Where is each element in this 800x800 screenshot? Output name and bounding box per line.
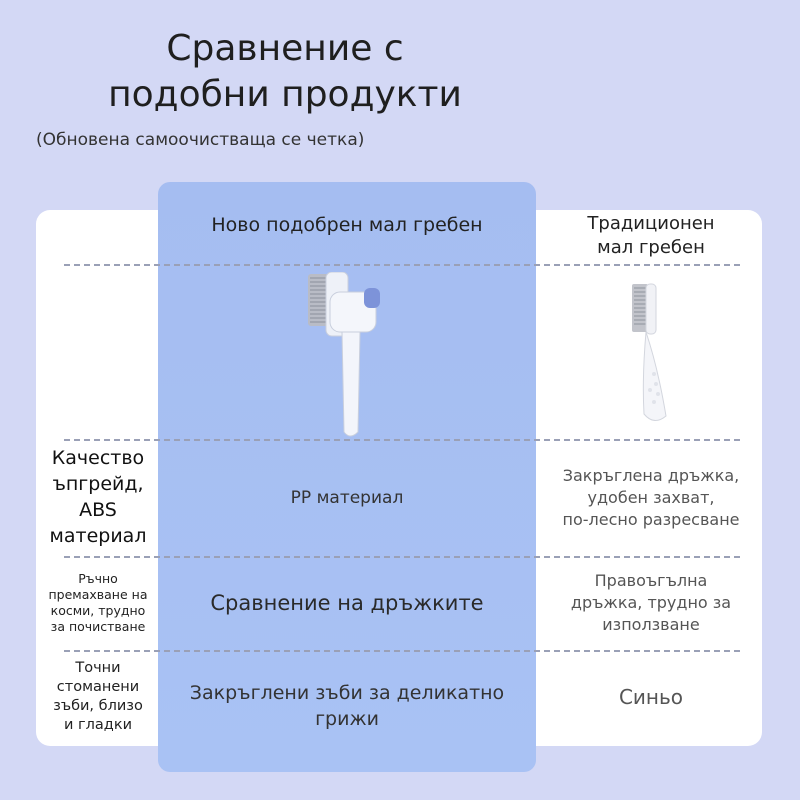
row3-new-value bbox=[158, 660, 536, 752]
row1-new-value: PP материал bbox=[290, 488, 404, 508]
row1-label bbox=[36, 440, 160, 554]
traditional-product-image bbox=[610, 278, 690, 428]
row2-label-line: Ръчно bbox=[78, 571, 118, 586]
row1-traditional-line: удобен захват, bbox=[587, 488, 715, 507]
row3-label-line: стоманени bbox=[56, 679, 140, 695]
row1-label-line: материал bbox=[49, 525, 147, 547]
row2-label-line: премахване на bbox=[48, 587, 148, 602]
row3-label-line: Точни bbox=[75, 660, 121, 676]
traditional-header-line-2: мал гребен bbox=[597, 237, 705, 258]
row3-label-line: и гладки bbox=[63, 717, 132, 733]
row2-label-line: косми, трудно bbox=[50, 603, 146, 618]
traditional-header-line-1: Традиционен bbox=[587, 213, 715, 234]
row2-traditional-value bbox=[540, 558, 762, 648]
row2-traditional-line: използване bbox=[602, 615, 700, 634]
row3-traditional-value: Синьо bbox=[618, 685, 684, 709]
traditional-product-header bbox=[540, 210, 762, 262]
row2-traditional-line: дръжка, трудно за bbox=[570, 593, 732, 612]
page-title bbox=[90, 26, 480, 118]
row2-label bbox=[36, 558, 160, 648]
row1-label-line: ъпгрейд, bbox=[52, 473, 144, 495]
title-line-1: Сравнение с bbox=[166, 28, 404, 69]
row2-traditional-line: Правоъгълна bbox=[594, 571, 708, 590]
traditional-comb-icon bbox=[610, 278, 690, 428]
row1-traditional-value bbox=[540, 440, 762, 556]
page-subtitle: (Обновена самоочистваща се четка) bbox=[36, 130, 365, 150]
row1-label-line: ABS bbox=[79, 499, 117, 521]
new-product-image bbox=[290, 272, 400, 440]
row3-label bbox=[36, 652, 160, 742]
row2-label-line: за почистване bbox=[50, 619, 146, 634]
row-divider bbox=[64, 264, 740, 266]
row3-new-line: грижи bbox=[315, 708, 379, 730]
self-cleaning-brush-icon bbox=[290, 272, 400, 440]
row2-new-value: Сравнение на дръжките bbox=[210, 591, 484, 615]
row3-label-line: зъби, близо bbox=[53, 698, 143, 714]
row1-label-line: Качество bbox=[51, 447, 145, 469]
title-line-2: подобни продукти bbox=[108, 74, 462, 115]
row1-traditional-line: по-лесно разресване bbox=[562, 510, 740, 529]
row3-new-line: Закръглени зъби за деликатно bbox=[189, 682, 505, 704]
new-product-header: Ново подобрен мал гребен bbox=[211, 214, 483, 236]
row1-traditional-line: Закръглена дръжка, bbox=[562, 466, 740, 485]
